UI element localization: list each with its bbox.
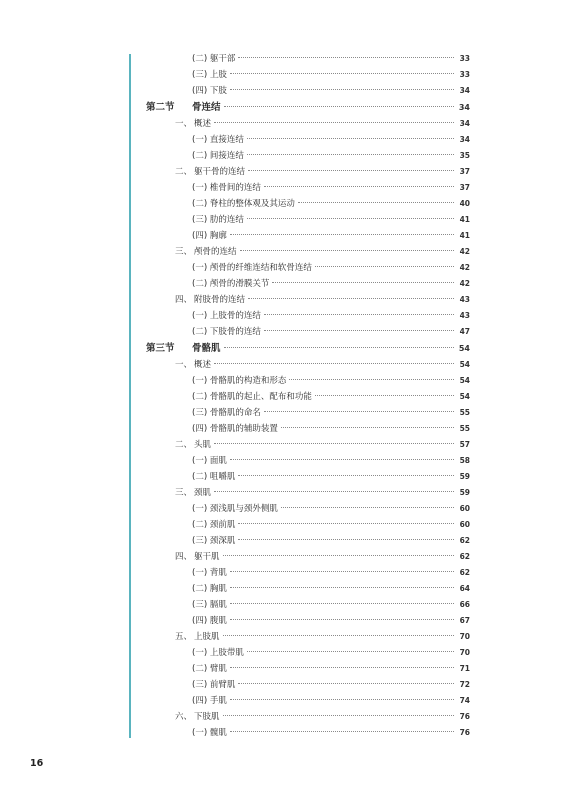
toc-entry-title: (二) 躯干部 xyxy=(192,54,236,64)
toc-page-number: 34 xyxy=(458,103,470,112)
margin-accent-rule xyxy=(129,54,131,738)
toc-entry-title: (二) 咀嚼肌 xyxy=(192,472,236,482)
toc-subentry[interactable] xyxy=(146,260,470,276)
toc-chapter-entry[interactable] xyxy=(146,709,470,725)
leader-dots xyxy=(230,571,454,572)
toc-entry-title: (三) 上肢 xyxy=(192,70,227,80)
toc-entry-title: (一) 髋肌 xyxy=(192,728,227,738)
leader-dots xyxy=(247,154,454,155)
toc-section-entry[interactable] xyxy=(146,340,470,357)
toc-entry-title: (二) 间接连结 xyxy=(192,151,244,161)
page-number: 16 xyxy=(30,758,44,769)
toc-entry-title: (一) 颅骨的纤维连结和软骨连结 xyxy=(192,263,312,273)
toc-entry-title: (二) 颈前肌 xyxy=(192,520,236,530)
toc-entry-title: (二) 下肢骨的连结 xyxy=(192,327,261,337)
toc-entry-number: 第二节 xyxy=(146,102,175,113)
toc-entry-title: 概述 xyxy=(194,119,212,129)
leader-dots xyxy=(240,250,454,251)
toc-page-number: 35 xyxy=(459,151,470,160)
leader-dots xyxy=(264,330,454,331)
leader-dots xyxy=(230,603,454,604)
toc-page-number: 54 xyxy=(459,392,470,401)
toc-page-number: 33 xyxy=(459,54,470,63)
toc-page-number: 58 xyxy=(459,456,470,465)
leader-dots xyxy=(238,683,454,684)
toc-entry-title: (二) 颅骨的滑膜关节 xyxy=(192,279,270,289)
toc-entry-title: (三) 骨骼肌的命名 xyxy=(192,408,261,418)
leader-dots xyxy=(214,491,454,492)
leader-dots xyxy=(264,314,454,315)
toc-section-entry[interactable] xyxy=(146,99,470,116)
toc-entry-title: (一) 上肢骨的连结 xyxy=(192,311,261,321)
leader-dots xyxy=(248,170,454,171)
leader-dots xyxy=(264,411,454,412)
toc-page-number: 34 xyxy=(459,86,470,95)
leader-dots xyxy=(247,651,454,652)
toc-entry-title: (三) 前臂肌 xyxy=(192,680,236,690)
toc-page-number: 34 xyxy=(459,119,470,128)
toc-chapter-entry[interactable] xyxy=(146,629,470,645)
toc-entry-title: (一) 上肢带肌 xyxy=(192,648,244,658)
toc-entry-title: (二) 臂肌 xyxy=(192,664,227,674)
toc-entry-title: 骨骼肌 xyxy=(192,343,221,354)
toc-entry-title: 头肌 xyxy=(194,440,212,450)
toc-entry-title: (一) 椎骨间的连结 xyxy=(192,183,261,193)
toc-page-number: 67 xyxy=(459,616,470,625)
toc-page-number: 60 xyxy=(459,504,470,513)
toc-entry-title: (三) 膈肌 xyxy=(192,600,227,610)
toc-subentry[interactable] xyxy=(146,405,470,421)
toc-page-number: 54 xyxy=(458,344,470,353)
toc-entry-title: (一) 面肌 xyxy=(192,456,227,466)
toc-entry-title: (一) 直接连结 xyxy=(192,135,244,145)
toc-subentry[interactable] xyxy=(146,469,470,485)
toc-subentry[interactable] xyxy=(146,421,470,437)
toc-page-number: 76 xyxy=(459,712,470,721)
leader-dots xyxy=(223,555,454,556)
toc-page-number: 60 xyxy=(459,520,470,529)
toc-subentry[interactable] xyxy=(146,533,470,549)
leader-dots xyxy=(230,731,454,732)
toc-entry-title: (四) 骨骼肌的辅助装置 xyxy=(192,424,278,434)
leader-dots xyxy=(214,443,454,444)
toc-entry-title: (四) 手肌 xyxy=(192,696,227,706)
toc-subentry[interactable] xyxy=(146,212,470,228)
leader-dots xyxy=(247,218,454,219)
toc-chapter-entry[interactable] xyxy=(146,437,470,453)
toc-page-number: 62 xyxy=(459,552,470,561)
toc-chapter-entry[interactable] xyxy=(146,357,470,373)
toc-subentry[interactable] xyxy=(146,677,470,693)
toc-entry-number: 四、 xyxy=(174,552,192,562)
toc-entry-title: (四) 腹肌 xyxy=(192,616,227,626)
leader-dots xyxy=(230,234,454,235)
toc-page-number: 55 xyxy=(459,424,470,433)
toc-entry-title: (一) 颈浅肌与颈外侧肌 xyxy=(192,504,278,514)
leader-dots xyxy=(238,523,454,524)
toc-entry-title: 概述 xyxy=(194,360,212,370)
toc-entry-title: (三) 肋的连结 xyxy=(192,215,244,225)
toc-subentry[interactable] xyxy=(146,389,470,405)
toc-subentry[interactable] xyxy=(146,51,470,67)
toc-subentry[interactable] xyxy=(146,581,470,597)
toc-subentry[interactable] xyxy=(146,132,470,148)
toc-page-number: 62 xyxy=(459,568,470,577)
toc-page-number: 62 xyxy=(459,536,470,545)
toc-subentry[interactable] xyxy=(146,613,470,629)
toc-entry-number: 六、 xyxy=(174,712,192,722)
toc-entry-title: 躯干肌 xyxy=(194,552,220,562)
toc-subentry[interactable] xyxy=(146,645,470,661)
toc-entry-title: (二) 骨骼肌的起止、配布和功能 xyxy=(192,392,312,402)
toc-entry-number: 一、 xyxy=(174,360,192,370)
toc-entry-title: (二) 脊柱的整体观及其运动 xyxy=(192,199,295,209)
toc-subentry[interactable] xyxy=(146,501,470,517)
toc-entry-title: 骨连结 xyxy=(192,102,221,113)
leader-dots xyxy=(315,395,454,396)
toc-page-number: 43 xyxy=(459,295,470,304)
toc-entry-number: 三、 xyxy=(174,247,192,257)
leader-dots xyxy=(224,106,454,107)
leader-dots xyxy=(230,619,454,620)
leader-dots xyxy=(230,459,454,460)
toc-entry-title: 上肢肌 xyxy=(194,632,220,642)
toc-entry-number: 一、 xyxy=(174,119,192,129)
toc-entry-title: (四) 胸廓 xyxy=(192,231,227,241)
toc-subentry[interactable] xyxy=(146,324,470,340)
leader-dots xyxy=(289,379,454,380)
leader-dots xyxy=(247,138,454,139)
toc-page-number: 59 xyxy=(459,488,470,497)
leader-dots xyxy=(230,73,454,74)
toc-page-number: 66 xyxy=(459,600,470,609)
toc-entry-title: (一) 骨骼肌的构造和形态 xyxy=(192,376,287,386)
toc-page-number: 42 xyxy=(459,247,470,256)
toc-page-number: 72 xyxy=(459,680,470,689)
toc-page-number: 71 xyxy=(459,664,470,673)
leader-dots xyxy=(230,667,454,668)
toc-entry-number: 二、 xyxy=(174,440,192,450)
toc-chapter-entry[interactable] xyxy=(146,244,470,260)
toc-subentry[interactable] xyxy=(146,148,470,164)
toc-page-number: 70 xyxy=(459,632,470,641)
toc-entry-number: 五、 xyxy=(174,632,192,642)
toc-subentry[interactable] xyxy=(146,83,470,99)
toc-subentry[interactable] xyxy=(146,308,470,324)
toc-page-number: 59 xyxy=(459,472,470,481)
toc-chapter-entry[interactable] xyxy=(146,116,470,132)
leader-dots xyxy=(272,282,454,283)
leader-dots xyxy=(238,475,454,476)
toc-page-number: 70 xyxy=(459,648,470,657)
toc-subentry[interactable] xyxy=(146,373,470,389)
toc-page-number: 55 xyxy=(459,408,470,417)
toc-page-number: 41 xyxy=(459,231,470,240)
leader-dots xyxy=(238,57,454,58)
toc-subentry[interactable] xyxy=(146,228,470,244)
toc-page-number: 34 xyxy=(459,135,470,144)
toc-entry-number: 二、 xyxy=(174,167,192,177)
leader-dots xyxy=(281,507,454,508)
toc-subentry[interactable] xyxy=(146,180,470,196)
leader-dots xyxy=(224,347,454,348)
leader-dots xyxy=(214,363,454,364)
toc-entry-title: (三) 颈深肌 xyxy=(192,536,236,546)
toc-chapter-entry[interactable] xyxy=(146,164,470,180)
leader-dots xyxy=(248,298,454,299)
leader-dots xyxy=(230,699,454,700)
toc-entry-number: 第三节 xyxy=(146,343,175,354)
toc-entry-title: (一) 背肌 xyxy=(192,568,227,578)
leader-dots xyxy=(264,186,454,187)
toc-page-number: 37 xyxy=(459,167,470,176)
toc-entry-title: (二) 胸肌 xyxy=(192,584,227,594)
leader-dots xyxy=(230,587,454,588)
toc-page-number: 41 xyxy=(459,215,470,224)
toc-page-number: 37 xyxy=(459,183,470,192)
table-of-contents xyxy=(146,51,470,741)
toc-page-number: 54 xyxy=(459,376,470,385)
toc-entry-title: 附肢骨的连结 xyxy=(194,295,246,305)
toc-page-number: 74 xyxy=(459,696,470,705)
toc-page-number: 54 xyxy=(459,360,470,369)
toc-subentry[interactable] xyxy=(146,196,470,212)
leader-dots xyxy=(315,266,454,267)
toc-page-number: 42 xyxy=(459,279,470,288)
toc-chapter-entry[interactable] xyxy=(146,549,470,565)
toc-page-number: 40 xyxy=(459,199,470,208)
toc-subentry[interactable] xyxy=(146,693,470,709)
toc-page-number: 43 xyxy=(459,311,470,320)
toc-entry-title: 颈肌 xyxy=(194,488,212,498)
toc-subentry[interactable] xyxy=(146,517,470,533)
toc-page-number: 47 xyxy=(459,327,470,336)
leader-dots xyxy=(230,89,454,90)
toc-page-number: 42 xyxy=(459,263,470,272)
toc-subentry[interactable] xyxy=(146,453,470,469)
leader-dots xyxy=(214,122,454,123)
toc-entry-title: 颅骨的连结 xyxy=(194,247,237,257)
leader-dots xyxy=(223,715,454,716)
toc-subentry[interactable] xyxy=(146,725,470,741)
leader-dots xyxy=(238,539,454,540)
toc-page-number: 76 xyxy=(459,728,470,737)
toc-subentry[interactable] xyxy=(146,597,470,613)
toc-subentry[interactable] xyxy=(146,276,470,292)
toc-entry-title: (四) 下肢 xyxy=(192,86,227,96)
toc-entry-title: 下肢肌 xyxy=(194,712,220,722)
toc-subentry[interactable] xyxy=(146,67,470,83)
toc-subentry[interactable] xyxy=(146,661,470,677)
toc-page-number: 64 xyxy=(459,584,470,593)
toc-entry-title: 躯干骨的连结 xyxy=(194,167,246,177)
leader-dots xyxy=(223,635,454,636)
leader-dots xyxy=(298,202,454,203)
toc-subentry[interactable] xyxy=(146,565,470,581)
toc-entry-number: 三、 xyxy=(174,488,192,498)
toc-page-number: 33 xyxy=(459,70,470,79)
toc-entry-number: 四、 xyxy=(174,295,192,305)
toc-chapter-entry[interactable] xyxy=(146,485,470,501)
toc-page-number: 57 xyxy=(459,440,470,449)
leader-dots xyxy=(281,427,454,428)
toc-chapter-entry[interactable] xyxy=(146,292,470,308)
